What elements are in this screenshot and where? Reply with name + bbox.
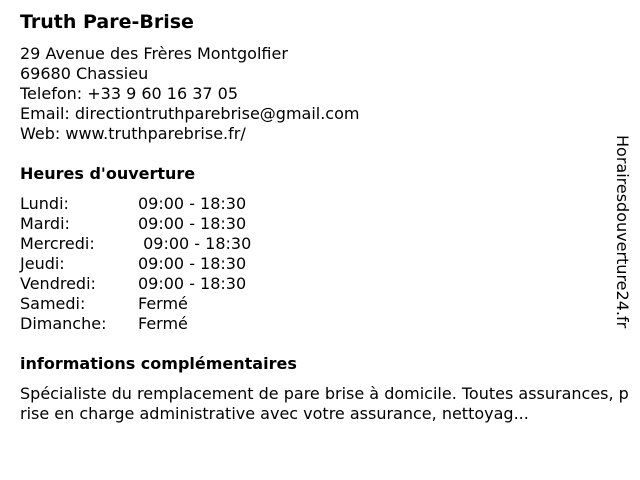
hours-row-lundi — [20, 194, 251, 214]
hours-value: Fermé — [138, 314, 188, 333]
hours-row-vendredi — [20, 274, 251, 294]
hours-row-samedi — [20, 294, 251, 314]
business-description: Spécialiste du remplacement de pare brise à domicile. Toutes assurances, prise en charge administrative avec votre assurance, nettoyag... — [20, 384, 629, 423]
hours-value: 09:00 - 18:30 — [138, 214, 247, 233]
day-label: Lundi: — [20, 194, 69, 213]
web-line: Web: www.truthparebrise.fr/ — [20, 124, 246, 143]
business-name: Truth Pare-Brise — [20, 11, 194, 33]
day-label: Mercredi: — [20, 234, 95, 253]
hours-row-mercredi — [20, 234, 251, 254]
email-line: Email: directiontruthparebrise@gmail.com — [20, 104, 360, 123]
hours-value: 09:00 - 18:30 — [138, 194, 247, 213]
day-label: Jeudi: — [20, 254, 65, 273]
street-address: 29 Avenue des Frères Montgolfier — [20, 44, 288, 63]
hours-value: 09:00 - 18:30 — [138, 274, 247, 293]
info-heading: informations complémentaires — [20, 354, 297, 373]
day-label: Dimanche: — [20, 314, 107, 333]
hours-value: 09:00 - 18:30 — [138, 234, 252, 253]
day-label: Samedi: — [20, 294, 86, 313]
hours-heading: Heures d'ouverture — [20, 164, 196, 183]
contact-block — [20, 44, 359, 144]
postal-city: 69680 Chassieu — [20, 64, 149, 83]
opening-hours-table — [20, 194, 251, 334]
hours-row-jeudi — [20, 254, 251, 274]
hours-value: Fermé — [138, 294, 188, 313]
site-watermark: Horairesdouverture24.fr — [613, 135, 632, 329]
hours-row-mardi — [20, 214, 251, 234]
hours-value: 09:00 - 18:30 — [138, 254, 247, 273]
phone-line: Telefon: +33 9 60 16 37 05 — [20, 84, 239, 103]
day-label: Mardi: — [20, 214, 70, 233]
day-label: Vendredi: — [20, 274, 96, 293]
hours-row-dimanche — [20, 314, 251, 334]
